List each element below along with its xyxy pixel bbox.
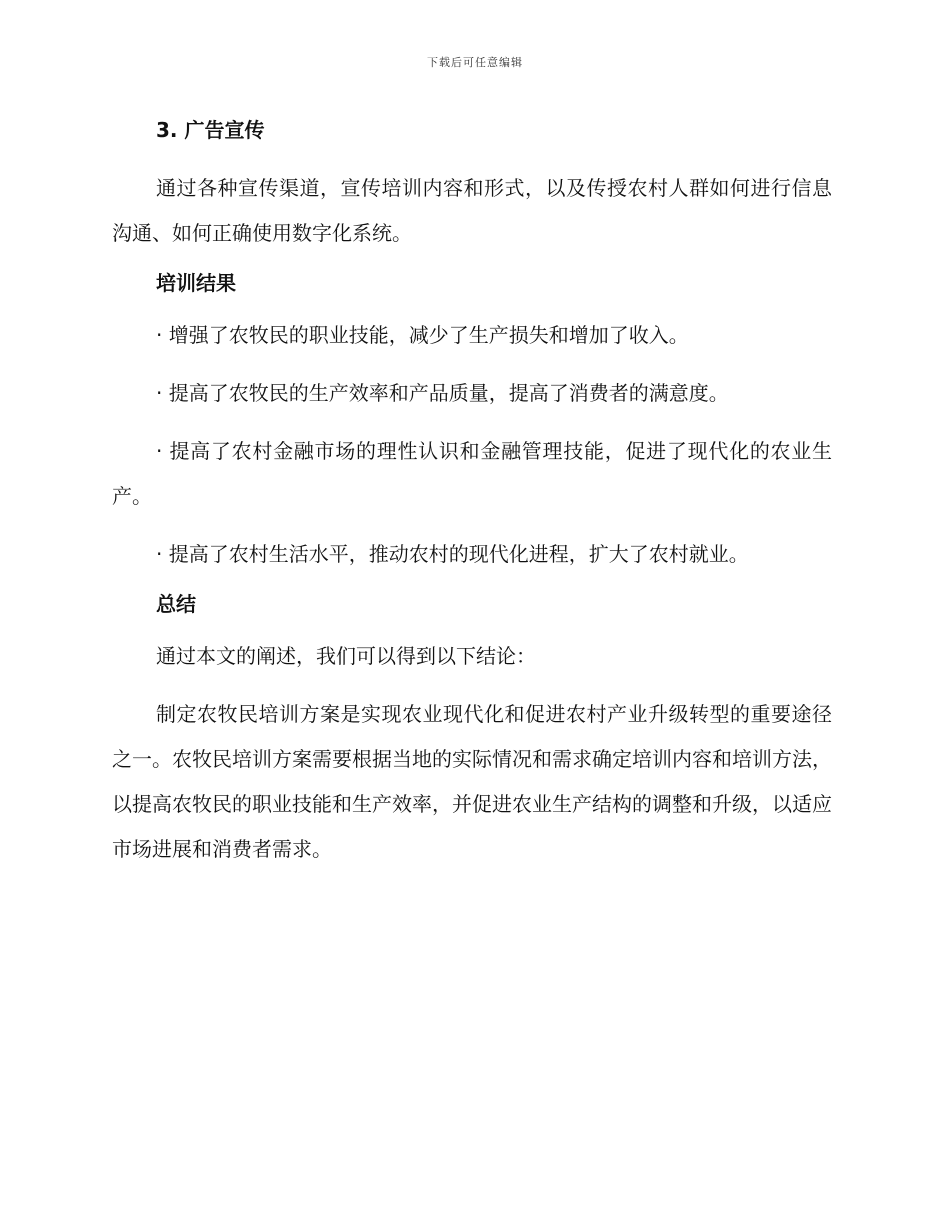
result-item: · 提高了农牧民的生产效率和产品质量，提高了消费者的满意度。 [156,381,729,405]
result-item: · 增强了农牧民的职业技能，减少了生产损失和增加了收入。 [156,323,689,347]
advertising-paragraph: 通过各种宣传渠道，宣传培训内容和形式，以及传授农村人群如何进行信息沟通、如何正确使用数字化系统。 [112,176,832,245]
result-item: · 提高了农村金融市场的理性认识和金融管理技能，促进了现代化的农业生产。 [112,439,832,508]
result-item: · 提高了农村生活水平，推动农村的现代化进程，扩大了农村就业。 [156,542,749,566]
summary-paragraph-2: 制定农牧民培训方案是实现农业现代化和促进农村产业升级转型的重要途径之一。农牧民培训方案需要根据当地的实际情况和需求确定培训内容和培训方法，以提高农牧民的职业技能和生产效率，并促进农业生产结构的调整和升级，以适应市场进展和消费者需求。 [112,702,832,861]
section-heading-results: 培训结果 [156,271,236,295]
header-note: 下载后可任意编辑 [427,56,523,69]
section-heading-advertising: 3. 广告宣传 [156,118,265,142]
section-heading-summary: 总结 [156,592,196,616]
summary-paragraph-1: 通过本文的阐述，我们可以得到以下结论： [156,644,536,668]
document-body [112,110,832,885]
